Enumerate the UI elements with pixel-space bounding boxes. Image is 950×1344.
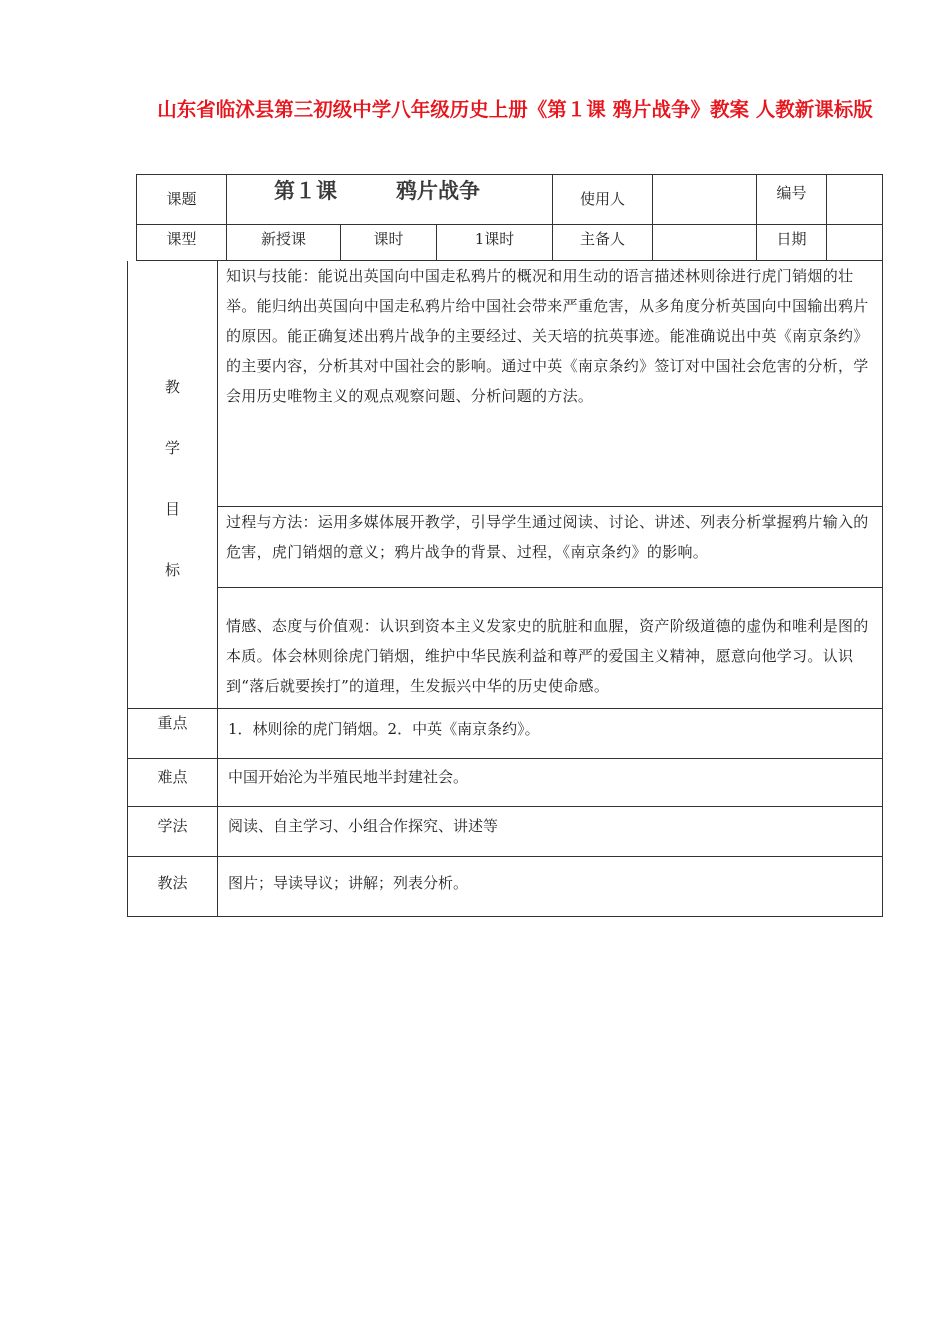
preparer-label: 主备人 xyxy=(579,230,625,248)
table-divider xyxy=(127,758,883,759)
topic-value-name: 鸦片战争 xyxy=(396,179,480,203)
user-label: 使用人 xyxy=(579,190,625,208)
table-divider xyxy=(217,261,218,917)
learning-method-value: 阅读、自主学习、小组合作探究、讲述等 xyxy=(228,817,499,835)
table-divider xyxy=(652,174,653,261)
objectives-label-char-3: 目 xyxy=(164,500,180,518)
key-points-value: 1．林则徐的虎门销烟。2．中英《南京条约》。 xyxy=(228,720,540,738)
table-divider xyxy=(136,224,883,225)
objective-process: 过程与方法：运用多媒体展开教学，引导学生通过阅读、讨论、讲述、列表分析掌握鸦片输入的危害，虎门销烟的意义；鸦片战争的背景、过程，《南京条约》的影响。 xyxy=(226,513,869,561)
period-label: 课时 xyxy=(373,230,404,248)
date-label: 日期 xyxy=(776,230,807,248)
topic-label: 课题 xyxy=(166,190,197,208)
table-border xyxy=(882,174,883,261)
objectives-label-char-1: 教 xyxy=(164,378,180,396)
number-label: 编号 xyxy=(776,184,807,202)
objectives-label-char-4: 标 xyxy=(164,561,180,579)
table-divider xyxy=(127,708,883,709)
key-points-label: 重点 xyxy=(157,714,188,732)
table-border xyxy=(136,174,883,175)
objectives-label-char-2: 学 xyxy=(164,439,180,457)
teaching-method-value: 图片；导读导议；讲解；列表分析。 xyxy=(228,874,469,892)
table-divider xyxy=(127,806,883,807)
table-divider xyxy=(826,174,827,261)
teaching-method-label: 教法 xyxy=(157,874,188,892)
table-border xyxy=(127,916,883,917)
difficulty-label: 难点 xyxy=(157,768,188,786)
table-divider xyxy=(127,856,883,857)
topic-value-lesson: 第１课 xyxy=(274,179,337,203)
period-value: 1课时 xyxy=(474,230,515,248)
type-value: 新授课 xyxy=(260,230,306,248)
objective-knowledge: 知识与技能：能说出英国向中国走私鸦片的概况和用生动的语言描述林则徐进行虎门销烟的壮举。能归纳出英国向中国走私鸦片给中国社会带来严重危害，从多角度分析英国向中国输出鸦片的原因。能正确复述出鸦片战争的主要经过、关天培的抗英事迹。能准确说出中英《南京条约》的主要内容，分析其对中国社会的影响。通过中英《南京条约》签订对中国社会危害的分析，学会用历史唯物主义的观点观察问题、分析问题的方法。 xyxy=(226,267,869,405)
type-label: 课型 xyxy=(166,230,197,248)
learning-method-label: 学法 xyxy=(157,817,188,835)
objective-emotion: 情感、态度与价值观：认识到资本主义发家史的肮脏和血腥，资产阶级道德的虚伪和唯利是图的本质。体会林则徐虎门销烟，维护中华民族利益和尊严的爱国主义精神，愿意向他学习。认识到“落后就要挨打”的道理，生发振兴中华的历史使命感。 xyxy=(226,617,869,695)
difficulty-value: 中国开始沦为半殖民地半封建社会。 xyxy=(228,768,469,786)
table-border xyxy=(882,261,883,917)
table-divider xyxy=(217,587,883,588)
document-title: 山东省临沭县第三初级中学八年级历史上册《第１课 鸦片战争》教案 人教新课标版 xyxy=(157,98,873,121)
